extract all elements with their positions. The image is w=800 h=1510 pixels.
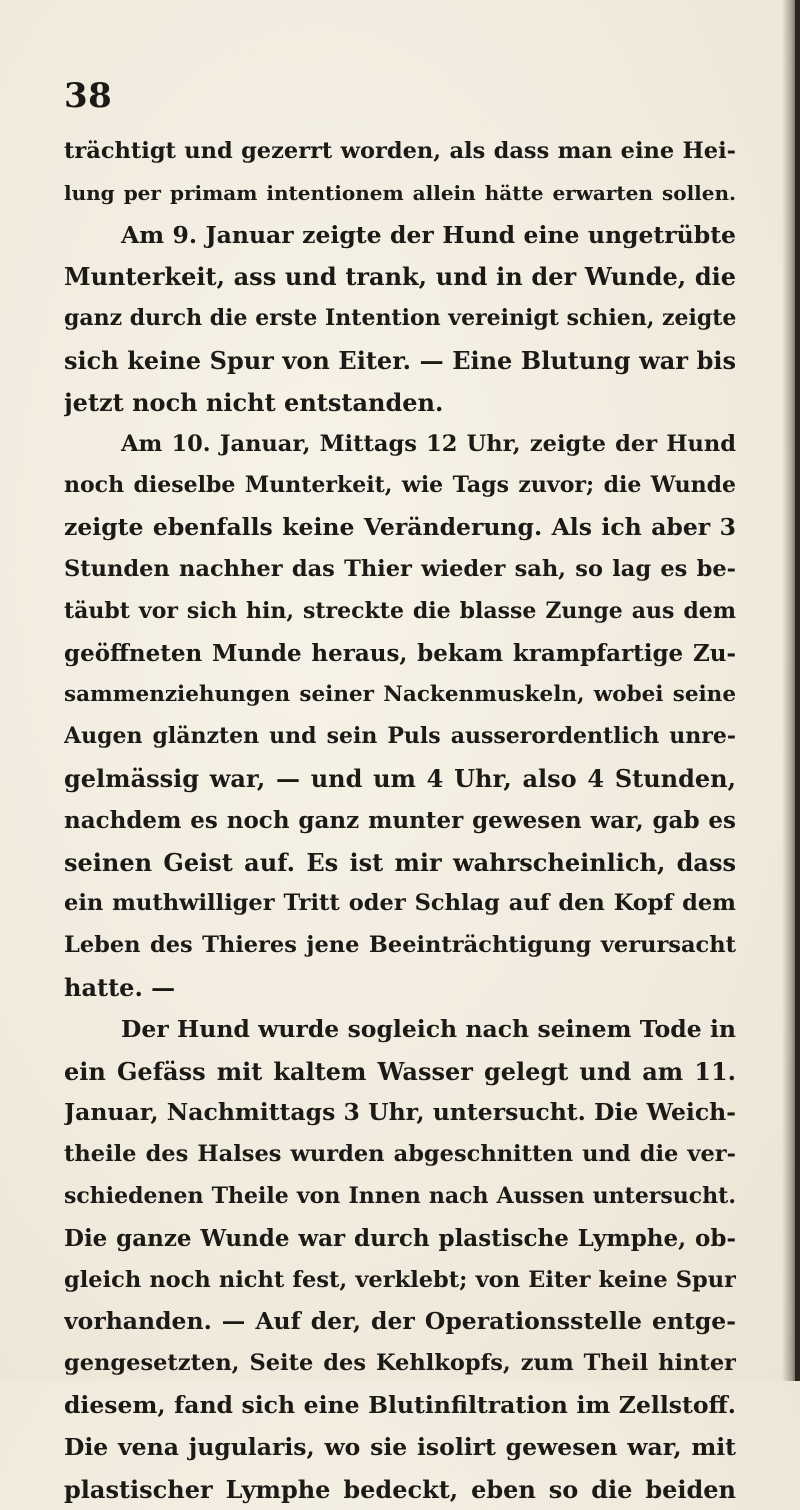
- paragraph-end-line: jetzt noch nicht entstanden.: [64, 382, 736, 424]
- text-line: gelmässig war, — und um 4 Uhr, also 4 Stunden,: [64, 758, 736, 800]
- paragraph-end-line: hatte. —: [64, 967, 736, 1009]
- text-line: Munterkeit, ass und trank, und in der Wunde, die: [64, 256, 736, 298]
- text-line: täubt vor sich hin, streckte die blasse Zunge aus dem: [64, 591, 736, 633]
- text-line: sammenziehungen seiner Nackenmuskeln, wobei seine: [64, 674, 736, 716]
- text-line: Stunden nachher das Thier wieder sah, so lag es be-: [64, 549, 736, 591]
- text-line: seinen Geist auf. Es ist mir wahrscheinlich, dass: [64, 842, 736, 884]
- text-line: ganz durch die erste Intention vereinigt schien, zeigte: [64, 298, 736, 340]
- body-text: [64, 131, 736, 1510]
- text-line: zeigte ebenfalls keine Veränderung. Als ich aber 3: [64, 507, 736, 549]
- text-line: gengesetzten, Seite des Kehlkopfs, zum Theil hinter: [64, 1343, 736, 1385]
- paragraph-start-line: Der Hund wurde sogleich nach seinem Tode in: [64, 1009, 736, 1051]
- text-line: sich keine Spur von Eiter. — Eine Blutung war bis: [64, 340, 736, 382]
- binding-edge: [795, 0, 800, 1381]
- text-line: schiedenen Theile von Innen nach Aussen untersucht.: [64, 1176, 736, 1218]
- text-line: Leben des Thieres jene Beeinträchtigung verursacht: [64, 925, 736, 967]
- text-line: lung per primam intentionem allein hätte erwarten sollen.: [64, 173, 736, 215]
- text-line: theile des Halses wurden abgeschnitten und die ver-: [64, 1134, 736, 1176]
- text-line: noch dieselbe Munterkeit, wie Tags zuvor; die Wunde: [64, 465, 736, 507]
- text-line: diesem, fand sich eine Blutinfiltration im Zellstoff.: [64, 1385, 736, 1427]
- text-line: geöffneten Munde heraus, bekam krampfartige Zu-: [64, 633, 736, 675]
- paragraph-start-line: Am 10. Januar, Mittags 12 Uhr, zeigte der Hund: [64, 424, 736, 466]
- text-line: trächtigt und gezerrt worden, als dass man eine Hei-: [64, 131, 736, 173]
- text-line: Die vena jugularis, wo sie isolirt gewesen war, mit: [64, 1427, 736, 1469]
- text-line: plastischer Lymphe bedeckt, eben so die beiden: [64, 1469, 736, 1510]
- paragraph-start-line: Am 9. Januar zeigte der Hund eine ungetrübte: [64, 215, 736, 257]
- text-line: Die ganze Wunde war durch plastische Lymphe, ob-: [64, 1218, 736, 1260]
- text-line: nachdem es noch ganz munter gewesen war, gab es: [64, 800, 736, 842]
- text-line: gleich noch nicht fest, verklebt; von Eiter keine Spur: [64, 1260, 736, 1302]
- text-line: Augen glänzten und sein Puls ausserordentlich unre-: [64, 716, 736, 758]
- text-line: ein Gefäss mit kaltem Wasser gelegt und am 11.: [64, 1051, 736, 1093]
- page-number: 38: [64, 76, 112, 116]
- text-line: Januar, Nachmittags 3 Uhr, untersucht. Die Weich-: [64, 1092, 736, 1134]
- text-line: vorhanden. — Auf der, der Operationsstelle entge-: [64, 1301, 736, 1343]
- text-line: ein muthwilliger Tritt oder Schlag auf den Kopf dem: [64, 883, 736, 925]
